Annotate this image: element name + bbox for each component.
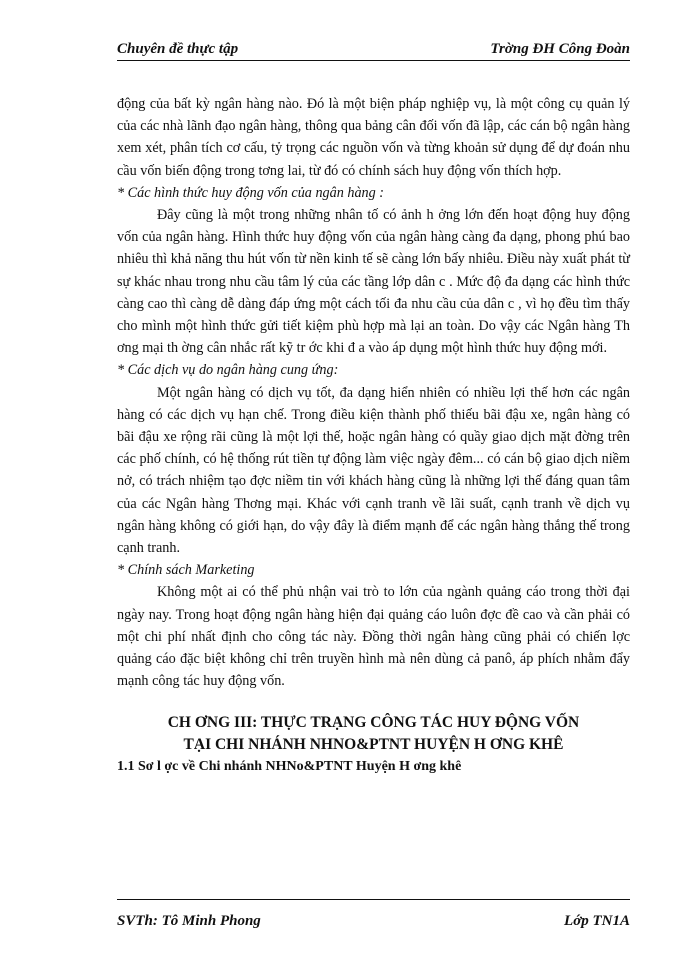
paragraph-4: Không một ai có thể phủ nhận vai trò to lớn của ngành quảng cáo trong thời đại ngày nay. Trong hoạt động ngân hàng hiện đại quảng cáo luôn đợc đề cao và cần phải có một chi phí nhất định cho công tác này. Đồng thời ngân hàng cũng phải có chiến lợc quảng cáo đặc biệt không chỉ trên truyền hình mà nên dùng cả panô, áp phích nhằm đẩy mạnh công tác huy động vốn. [117,584,630,690]
subheading-marketing: * Chính sách Marketing [117,562,255,579]
header-university: Trờng ĐH Công Đoàn [490,41,630,57]
section-heading: 1.1 Sơ l ợc về Chi nhánh NHNo&PTNT Huyện H ơng khê [117,759,462,775]
page-footer [117,899,630,930]
chapter-title [117,712,630,756]
paragraph-1: động của bất kỳ ngân hàng nào. Đó là một biện pháp nghiệp vụ, là một công cụ quản lý của các nhà lãnh đạo ngân hàng, thông qua bảng cân đối vốn đã lập, các cán bộ ngân hàng xem xét, phân tích cơ cấu, tỷ trọng các nguồn vốn và từng khoản sử dụng để dự đoán nhu cầu vốn biến động trong tơng lai, từ đó có chính sách huy động vốn thích hợp. [117,96,630,179]
page-header [117,38,630,61]
paragraph-3: Một ngân hàng có dịch vụ tốt, đa dạng hiển nhiên có nhiều lợi thế hơn các ngân hàng có các dịch vụ hạn chế. Trong điều kiện thành phố thiếu bãi đậu xe, ngân hàng có bãi đậu xe rộng rãi cũng là một lợi thế, hoặc ngân hàng có quầy giao dịch mặt đờng trên các phố chính, có hệ thống rút tiền tự động làm việc ngày đêm... có cán bộ giao dịch niềm nở, có trách nhiệm tạo đợc niềm tin với khách hàng cũng là những lợi thế đáng quan tâm của các Ngân hàng Thơng mại. Khác với cạnh tranh về lãi suất, cạnh tranh về dịch vụ ngân hàng không có giới hạn, do vậy đây là điểm mạnh để các ngân hàng thắng thế trong cạnh tranh. [117,384,630,557]
footer-class: Lớp TN1A [564,913,630,929]
footer-student: SVTh: Tô Minh Phong [117,913,261,929]
page-body [117,93,630,779]
paragraph-2: Đây cũng là một trong những nhân tố có ảnh h ởng lớn đến hoạt động huy động vốn của ngân hàng. Hình thức huy động vốn của ngân hàng càng đa dạng, phong phú bao nhiêu thì khả năng thu hút vốn từ nền kinh tế sẽ càng lớn bấy nhiêu. Điều này xuất phát từ sự khác nhau trong nhu cầu tâm lý của các tầng lớp dân c . Mức độ đa dạng các hình thức càng cao thì càng dễ dàng đáp ứng một cách tối đa nhu cầu của dân c , vì họ đều tìm thấy cho mình một hình thức gửi tiết kiệm phù hợp mà lại an toàn. Do vậy các Ngân hàng Th ơng mại th ờng cân nhắc rất kỹ tr ớc khi đ a vào áp dụng một hình thức huy động mới. [117,207,630,357]
chapter-title-line-1: CH ƠNG III: THỰC TRẠNG CÔNG TÁC HUY ĐỘNG VỐN [167,714,580,732]
chapter-title-line-2: TẠI CHI NHÁNH NHNO&PTNT HUYỆN H ƠNG KHÊ [183,736,564,754]
subheading-forms: * Các hình thức huy động vốn của ngân hàng : [117,184,385,201]
subheading-services: * Các dịch vụ do ngân hàng cung ứng: [117,362,339,379]
header-title: Chuyên đề thực tập [117,41,239,57]
